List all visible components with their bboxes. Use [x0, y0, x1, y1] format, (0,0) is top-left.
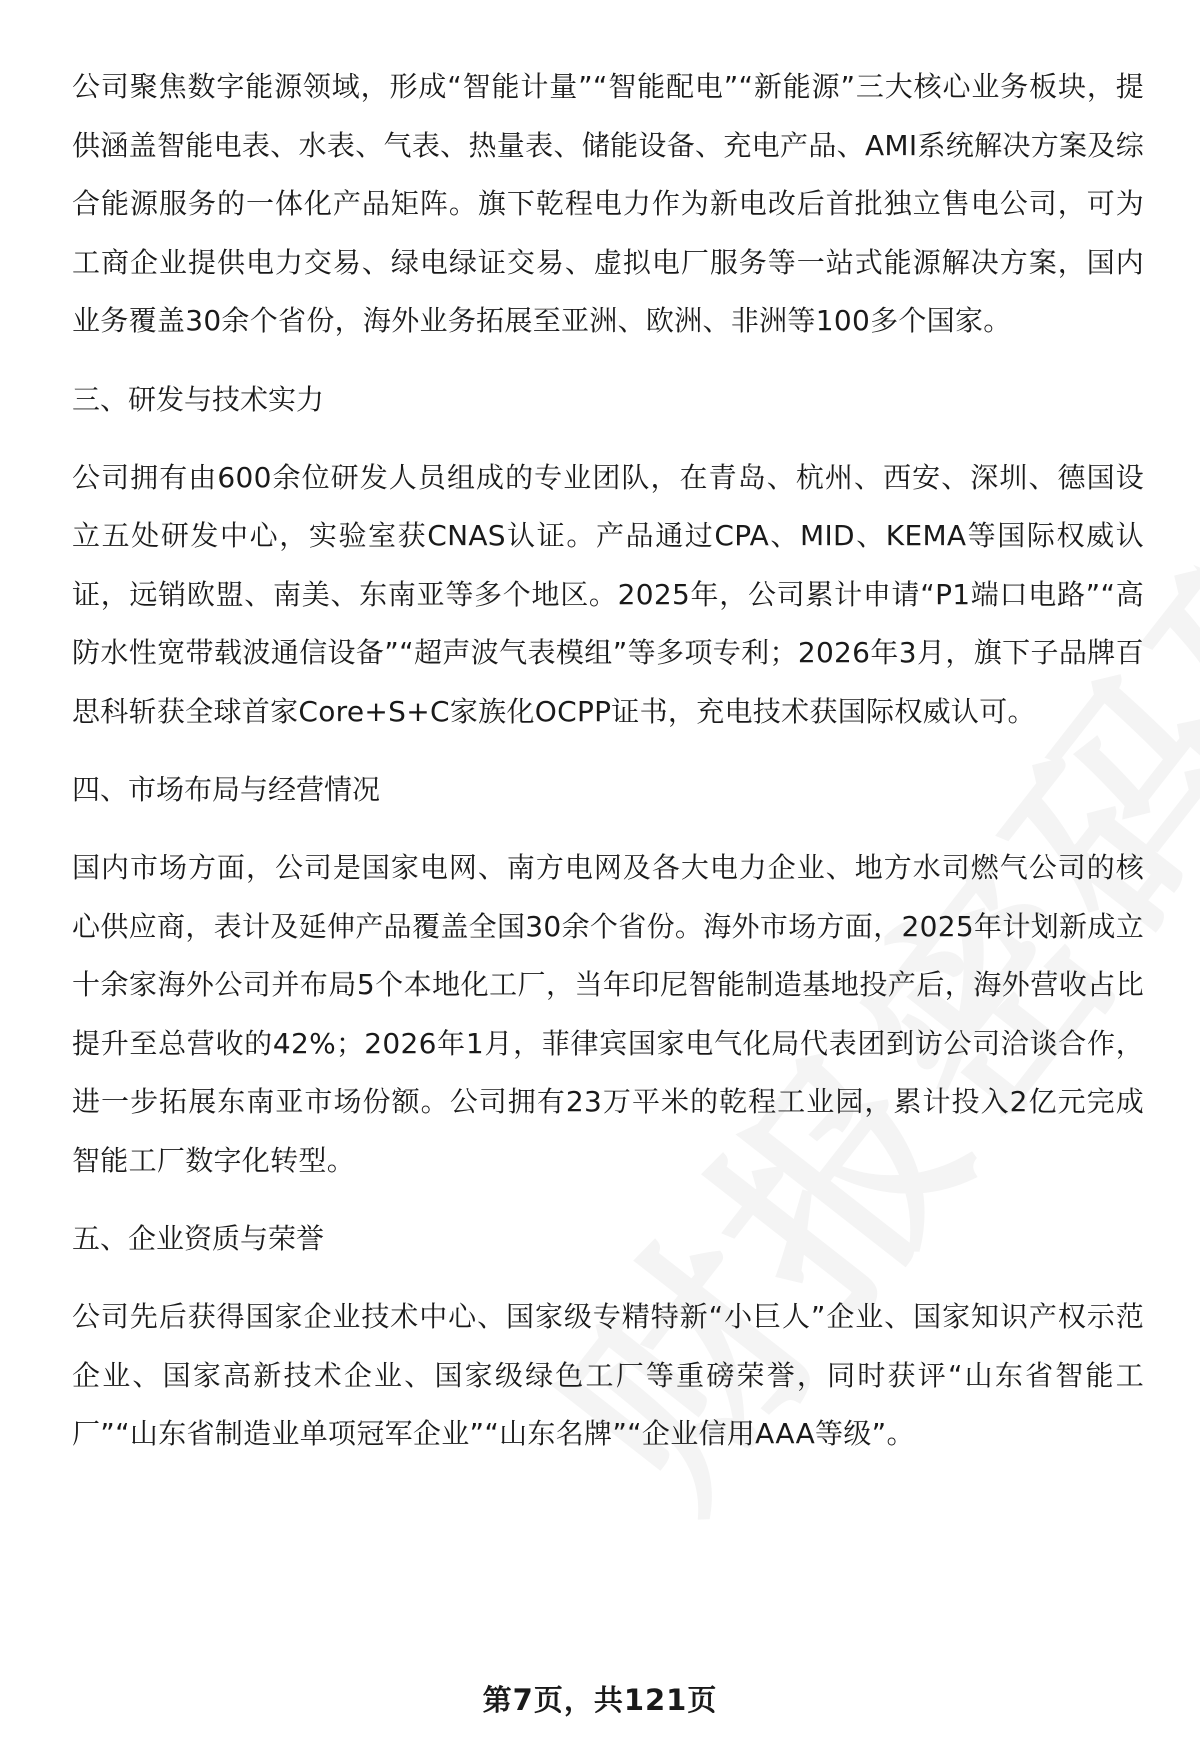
document-body: [72, 58, 1144, 1484]
section-heading-honors: 五、企业资质与荣誉: [72, 1222, 325, 1255]
honors-paragraph: 公司先后获得国家企业技术中心、国家级专精特新“小巨人”企业、国家知识产权示范企业、国家高新技术企业、国家级绿色工厂等重磅荣誉，同时获评“山东省智能工厂”“山东省制造业单项冠军企业”“山东名牌”“企业信用AAA等级”。: [72, 1300, 1144, 1450]
section-heading-rd: 三、研发与技术实力: [72, 382, 325, 416]
section-heading-market: 四、市场布局与经营情况: [72, 773, 381, 806]
intro-paragraph: 公司聚焦数字能源领域，形成“智能计量”“智能配电”“新能源”三大核心业务板块，提供涵盖智能电表、水表、气表、热量表、储能设备、充电产品、AMI系统解决方案及综合能源服务的一体化产品矩阵。旗下乾程电力作为新电改后首批独立售电公司，可为工商企业提供电力交易、绿电绿证交易、虚拟电厂服务等一站式能源解决方案，国内业务覆盖30余个省份，海外业务拓展至亚洲、欧洲、非洲等100多个国家。: [72, 70, 1144, 337]
market-paragraph: 国内市场方面，公司是国家电网、南方电网及各大电力企业、地方水司燃气公司的核心供应商，表计及延伸产品覆盖全国30余个省份。海外市场方面，2025年计划新成立十余家海外公司并布局5个本地化工厂，当年印尼智能制造基地投产后，海外营收占比提升至总营收的42%；2026年1月，菲律宾国家电气化局代表团到访公司洽谈合作，进一步拓展东南亚市场份额。公司拥有23万平米的乾程工业园，累计投入2亿元完成智能工厂数字化转型。: [72, 851, 1144, 1177]
rd-paragraph: 公司拥有由600余位研发人员组成的专业团队，在青岛、杭州、西安、深圳、德国设立五处研发中心，实验室获CNAS认证。产品通过CPA、MID、KEMA等国际权威认证，远销欧盟、南美、东南亚等多个地区。2025年，公司累计申请“P1端口电路”“高防水性宽带载波通信设备”“超声波气表模组”等多项专利；2026年3月，旗下子品牌百思科斩获全球首家Core+S+C家族化OCPP证书，充电技术获国际权威认可。: [72, 460, 1144, 728]
page-number: 第7页，共121页: [482, 1683, 718, 1717]
